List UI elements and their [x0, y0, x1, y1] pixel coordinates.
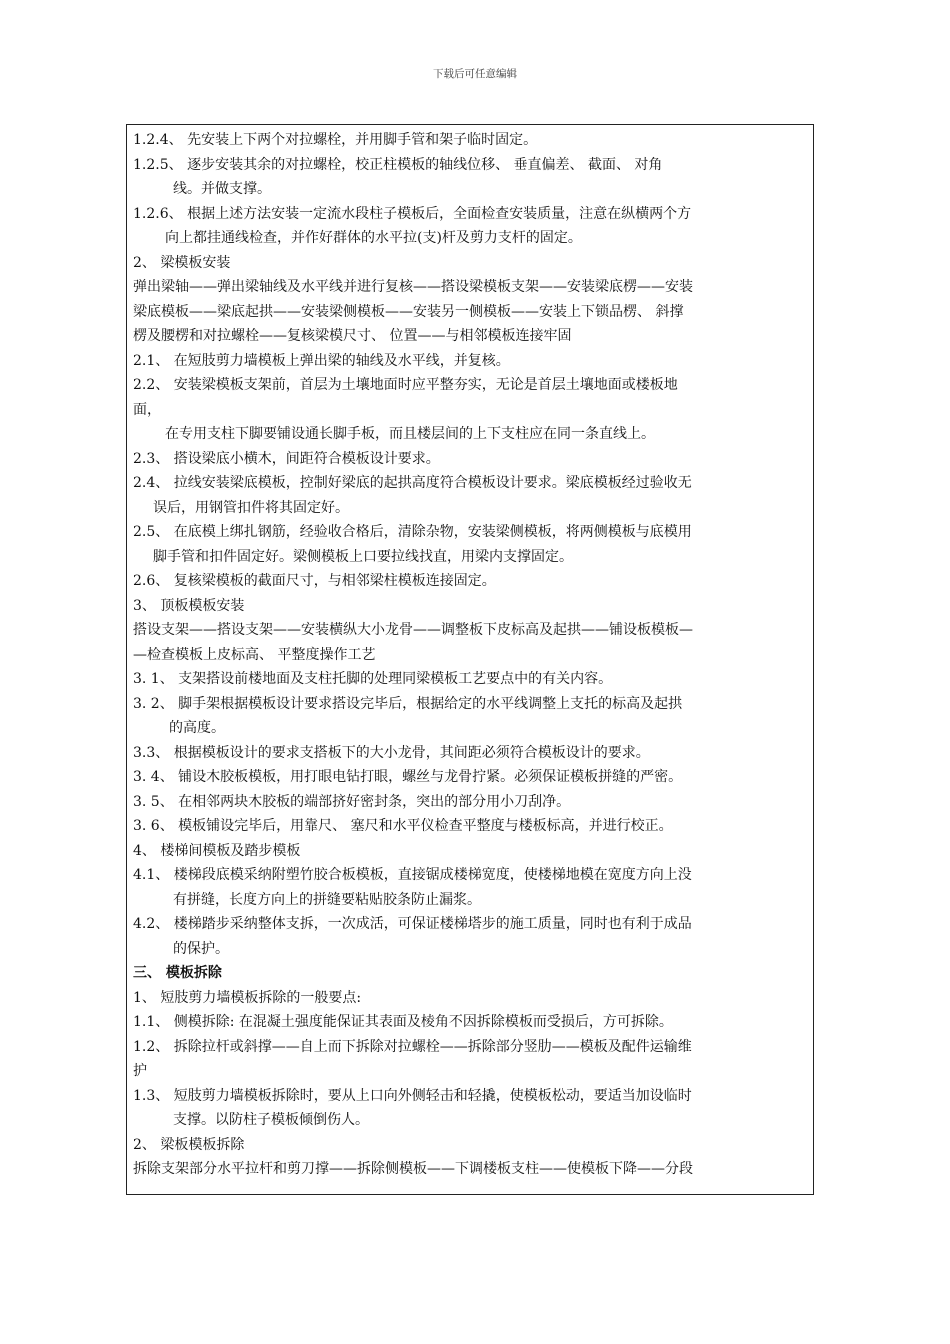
content-table-cell	[126, 124, 814, 1195]
section-heading: 1、 短肢剪力墙模板拆除的一般要点:	[133, 989, 362, 1006]
text-line: 4.1、 楼梯段底模采纳附塑竹胶合板模板，直接锯成楼梯宽度，使楼梯地模在宽度方向上没	[133, 867, 692, 883]
text-line: 3.3、 根据模板设计的要求支搭板下的大小龙骨，其间距必须符合模板设计的要求。	[133, 744, 650, 761]
page-header: 下载后可任意编辑	[433, 68, 517, 80]
text-line: 搭设支架——搭设支架——安装横纵大小龙骨——调整板下皮标高及起拱——铺设板模板—	[133, 622, 693, 638]
text-line: 梁底模板——梁底起拱——安装梁侧模板——安装另一侧模板——安装上下锁品楞、 斜撑	[133, 303, 684, 320]
text-line: 2.6、 复核梁模板的截面尺寸，与相邻梁柱模板连接固定。	[133, 573, 496, 589]
text-line: 的保护。	[173, 940, 229, 957]
text-line: 2.1、 在短肢剪力墙模板上弹出梁的轴线及水平线，并复核。	[133, 352, 510, 369]
text-line: 1.2.4、 先安装上下两个对拉螺栓，并用脚手管和架子临时固定。	[133, 132, 538, 148]
text-line: 3. 2、 脚手架根据模板设计要求搭设完毕后，根据给定的水平线调整上支托的标高及起拱	[133, 695, 683, 712]
text-line: 2.4、 拉线安装梁底模板，控制好梁底的起拱高度符合模板设计要求。梁底模板经过验收无	[133, 475, 692, 491]
text-line: 3. 1、 支架搭设前楼地面及支柱托脚的处理同梁模板工艺要点中的有关内容。	[133, 671, 613, 687]
text-line: 1.2、 拆除拉杆或斜撑——自上而下拆除对拉螺栓——拆除部分竖肋——模板及配件运输维	[133, 1038, 692, 1055]
text-line: —检查模板上皮标高、 平整度操作工艺	[133, 646, 376, 663]
text-line: 楞及腰楞和对拉螺栓——复核梁模尺寸、 位置——与相邻模板连接牢固	[133, 328, 572, 344]
chapter-heading: 三、 模板拆除	[133, 965, 222, 981]
text-line: 3. 6、 模板铺设完毕后，用靠尺、 塞尺和水平仪检查平整度与楼板标高，并进行校正。	[133, 818, 673, 834]
text-line: 弹出梁轴——弹出梁轴线及水平线并进行复核——搭设梁模板支架——安装梁底楞——安装	[133, 279, 693, 295]
text-line: 的高度。	[169, 720, 225, 736]
section-heading: 4、 楼梯间模板及踏步模板	[133, 842, 301, 859]
text-line: 1.2.6、 根据上述方法安装一定流水段柱子模板后，全面检查安装质量，注意在纵横两个方	[133, 205, 692, 222]
section-heading: 2、 梁模板安装	[133, 254, 231, 271]
text-line: 误后，用钢管扣件将其固定好。	[153, 499, 349, 516]
text-line: 脚手管和扣件固定好。梁侧模板上口要拉线找直，用梁内支撑固定。	[153, 548, 573, 565]
section-heading: 3、 顶板模板安装	[133, 597, 245, 614]
text-line: 2.5、 在底模上绑扎钢筋，经验收合格后，清除杂物，安装梁侧模板，将两侧模板与底模用	[133, 524, 692, 540]
text-line: 护	[133, 1063, 147, 1079]
text-line: 2.3、 搭设梁底小横木，间距符合模板设计要求。	[133, 450, 440, 467]
text-line: 3. 5、 在相邻两块木胶板的端部挤好密封条，突出的部分用小刀刮净。	[133, 793, 571, 810]
text-line: 向上都挂通线检查，并作好群体的水平拉(支)杆及剪力支杆的固定。	[165, 230, 582, 246]
text-line: 在专用支柱下脚要铺设通长脚手板，而且楼层间的上下支柱应在同一条直线上。	[165, 426, 655, 442]
text-line: 1.3、 短肢剪力墙模板拆除时，要从上口向外侧轻击和轻撬，使模板松动，要适当加设临时	[133, 1087, 692, 1104]
text-line: 线。并做支撑。	[173, 181, 271, 197]
text-line: 3. 4、 铺设木胶板模板，用打眼电钻打眼，螺丝与龙骨拧紧。必须保证模板拼缝的严密。	[133, 769, 683, 785]
section-heading: 2、 梁板模板拆除	[133, 1136, 245, 1153]
text-line: 2.2、 安装梁模板支架前，首层为土壤地面时应平整夯实，无论是首层土壤地面或楼板地	[133, 377, 678, 393]
text-line: 1.1、 侧模拆除: 在混凝土强度能保证其表面及棱角不因拆除模板而受损后，方可拆除。	[133, 1014, 673, 1030]
text-line: 1.2.5、 逐步安装其余的对拉螺栓，校正柱模板的轴线位移、 垂直偏差、 截面、 对角	[133, 156, 663, 173]
text-line: 面，	[133, 401, 161, 418]
text-line: 有拼缝，长度方向上的拼缝要粘贴胶条防止漏浆。	[173, 891, 481, 908]
text-line: 拆除支架部分水平拉杆和剪刀撑——拆除侧模板——下调楼板支柱——使模板下降——分段	[133, 1161, 693, 1177]
text-line: 支撑。以防柱子模板倾倒伤人。	[173, 1112, 369, 1128]
text-line: 4.2、 楼梯踏步采纳整体支拆，一次成活，可保证楼梯塔步的施工质量，同时也有利于成品	[133, 916, 692, 932]
